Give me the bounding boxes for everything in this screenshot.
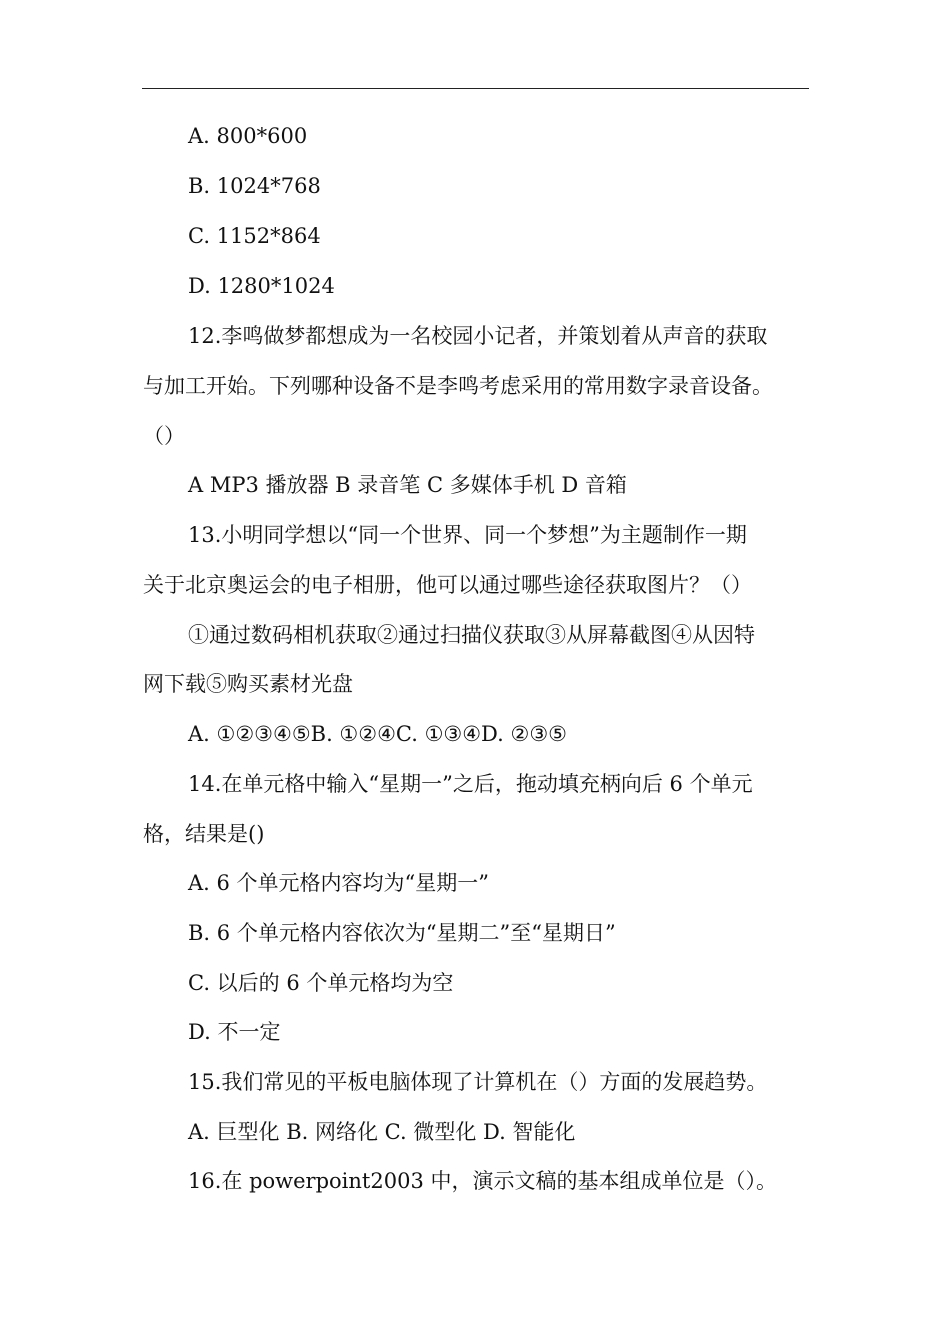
question-line: 与加工开始。下列哪种设备不是李鸣考虑采用的常用数字录音设备。 <box>143 374 773 398</box>
question-line: 16.在 powerpoint2003 中，演示文稿的基本组成单位是（）。 <box>188 1169 777 1193</box>
question-line: 14.在单元格中输入“星期一”之后，拖动填充柄向后 6 个单元 <box>188 772 753 796</box>
question-line: ①通过数码相机获取②通过扫描仪获取③从屏幕截图④从因特 <box>188 623 755 647</box>
option-line: D. 不一定 <box>188 1020 281 1044</box>
question-line: 网下载⑤购买素材光盘 <box>143 672 353 696</box>
option-line: C. 1152*864 <box>188 224 321 248</box>
option-line: A MP3 播放器 B 录音笔 C 多媒体手机 D 音箱 <box>188 473 627 497</box>
option-line: A. 巨型化 B. 网络化 C. 微型化 D. 智能化 <box>188 1120 576 1144</box>
option-line: C. 以后的 6 个单元格均为空 <box>188 971 454 995</box>
option-line: B. 1024*768 <box>188 174 321 198</box>
header-rule <box>142 88 809 89</box>
question-line: 格，结果是() <box>143 822 265 846</box>
option-line: A. 800*600 <box>188 124 308 148</box>
question-line: 12.李鸣做梦都想成为一名校园小记者，并策划着从声音的获取 <box>188 324 768 348</box>
option-line: D. 1280*1024 <box>188 274 335 298</box>
question-line: 关于北京奥运会的电子相册，他可以通过哪些途径获取图片？（） <box>143 573 752 597</box>
question-line: （） <box>143 424 185 448</box>
option-line: B. 6 个单元格内容依次为“星期二”至“星期日” <box>188 921 616 945</box>
option-line: A. 6 个单元格内容均为“星期一” <box>188 871 490 895</box>
question-line: 13.小明同学想以“同一个世界、同一个梦想”为主题制作一期 <box>188 523 747 547</box>
option-line: A. ①②③④⑤B. ①②④C. ①③④D. ②③⑤ <box>188 722 567 746</box>
question-line: 15.我们常见的平板电脑体现了计算机在（）方面的发展趋势。 <box>188 1070 768 1094</box>
